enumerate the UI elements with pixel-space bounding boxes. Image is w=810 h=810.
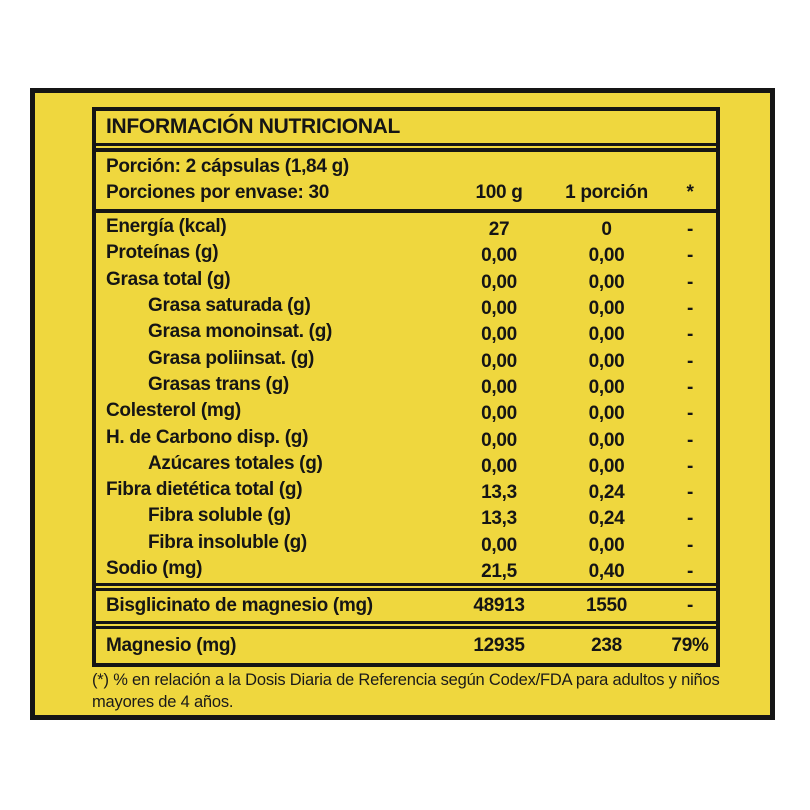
servings-per-container-row	[96, 180, 716, 206]
value-serving: 0,00	[588, 324, 625, 346]
serving-size-row	[96, 154, 716, 180]
nutrient-rows-section	[96, 213, 716, 583]
value-100g: 0,00	[481, 271, 517, 293]
value-100g: 21,5	[481, 561, 517, 582]
magnesium-section	[96, 629, 716, 663]
value-dv: 79%	[671, 635, 709, 657]
nutrient-row	[96, 530, 716, 556]
value-100g: 0,00	[481, 429, 517, 451]
value-serving: 0,40	[588, 561, 625, 582]
bisglycinate-section	[96, 591, 716, 621]
nutrient-row	[96, 240, 716, 266]
value-100g: 48913	[473, 595, 525, 617]
value-100g: 0,00	[481, 324, 517, 346]
nutrient-row	[96, 556, 716, 582]
value-100g: 27	[488, 219, 510, 241]
table-title: INFORMACIÓN NUTRICIONAL	[106, 115, 401, 138]
value-100g: 13,3	[481, 508, 517, 530]
value-serving: 0,00	[588, 350, 625, 372]
nutrient-row	[96, 293, 716, 319]
column-header-100g: 100 g	[475, 182, 523, 203]
value-dv: -	[686, 298, 694, 320]
value-serving: 0,00	[588, 376, 625, 398]
nutrient-row	[96, 267, 716, 293]
value-dv: -	[686, 455, 694, 477]
value-serving: 0,24	[588, 482, 625, 504]
nutrient-name: Sodio (mg)	[106, 558, 203, 579]
value-serving: 0,00	[588, 429, 625, 451]
nutrient-row	[96, 591, 716, 621]
value-serving: 0,24	[588, 508, 625, 530]
column-header-asterisk: *	[686, 182, 694, 203]
value-dv: -	[686, 482, 694, 504]
value-dv: -	[686, 350, 694, 372]
value-dv: -	[686, 429, 694, 451]
nutrient-name: Colesterol (mg)	[106, 400, 241, 422]
nutrient-row	[96, 372, 716, 398]
value-serving: 0,00	[588, 534, 625, 556]
nutrient-name: Fibra soluble (g)	[148, 505, 291, 527]
nutrient-row	[96, 424, 716, 450]
nutrient-row	[96, 398, 716, 424]
value-dv: -	[686, 403, 694, 425]
value-serving: 0,00	[588, 455, 625, 477]
section-divider	[96, 621, 716, 629]
nutrient-name: Proteínas (g)	[106, 242, 219, 264]
value-100g: 0,00	[481, 534, 517, 556]
nutrient-name: Grasa monoinsat. (g)	[148, 321, 333, 343]
value-100g: 13,3	[481, 482, 517, 504]
value-serving: 0,00	[588, 245, 625, 267]
value-100g: 0,00	[481, 455, 517, 477]
value-100g: 0,00	[481, 376, 517, 398]
value-serving: 0	[601, 219, 612, 241]
nutrient-name: Grasa saturada (g)	[148, 295, 311, 317]
column-header-portion: 1 porción	[565, 182, 648, 203]
value-dv: -	[686, 508, 694, 530]
title-divider	[96, 143, 716, 152]
servings-per-container-text: Porciones por envase: 30	[106, 182, 330, 203]
value-100g: 0,00	[481, 245, 517, 267]
value-serving: 0,00	[588, 271, 625, 293]
nutrient-name: Bisglicinato de magnesio (mg)	[106, 595, 373, 617]
reference-footnote: (*) % en relación a la Dosis Diaria de Referencia según Codex/FDA para adultos y niños mayores de 4 años.	[92, 671, 720, 711]
value-100g: 0,00	[481, 403, 517, 425]
value-serving: 1550	[585, 595, 628, 617]
value-serving: 0,00	[588, 298, 625, 320]
serving-section	[96, 152, 716, 209]
value-100g: 12935	[473, 635, 525, 657]
nutrient-row	[96, 214, 716, 240]
value-100g: 0,00	[481, 350, 517, 372]
value-dv: -	[686, 376, 694, 398]
nutrient-row	[96, 319, 716, 345]
nutrient-name: Grasas trans (g)	[148, 373, 289, 395]
nutrition-facts-table	[92, 107, 720, 667]
nutrient-name: Grasa poliinsat. (g)	[148, 347, 315, 369]
nutrient-row	[96, 345, 716, 371]
nutrient-name: Magnesio (mg)	[106, 635, 237, 657]
value-dv: -	[686, 245, 694, 267]
value-dv: -	[686, 561, 694, 582]
nutrient-row	[96, 629, 716, 663]
nutrient-row	[96, 477, 716, 503]
nutrition-label-panel	[30, 88, 775, 720]
section-divider	[96, 583, 716, 591]
value-dv: -	[686, 595, 694, 617]
value-serving: 238	[591, 635, 622, 657]
value-100g: 0,00	[481, 298, 517, 320]
value-dv: -	[686, 271, 694, 293]
serving-size-text: Porción: 2 cápsulas (1,84 g)	[106, 156, 349, 177]
nutrient-name: Grasa total (g)	[106, 268, 231, 290]
value-serving: 0,00	[588, 403, 625, 425]
nutrient-row	[96, 503, 716, 529]
value-dv: -	[686, 534, 694, 556]
nutrient-name: Fibra dietética total (g)	[106, 479, 303, 501]
value-dv: -	[686, 324, 694, 346]
nutrient-name: Energía (kcal)	[106, 216, 227, 238]
value-dv: -	[686, 219, 694, 241]
nutrient-name: H. de Carbono disp. (g)	[106, 426, 309, 448]
nutrient-row	[96, 451, 716, 477]
nutrient-name: Azúcares totales (g)	[148, 452, 323, 474]
nutrient-name: Fibra insoluble (g)	[148, 531, 307, 553]
